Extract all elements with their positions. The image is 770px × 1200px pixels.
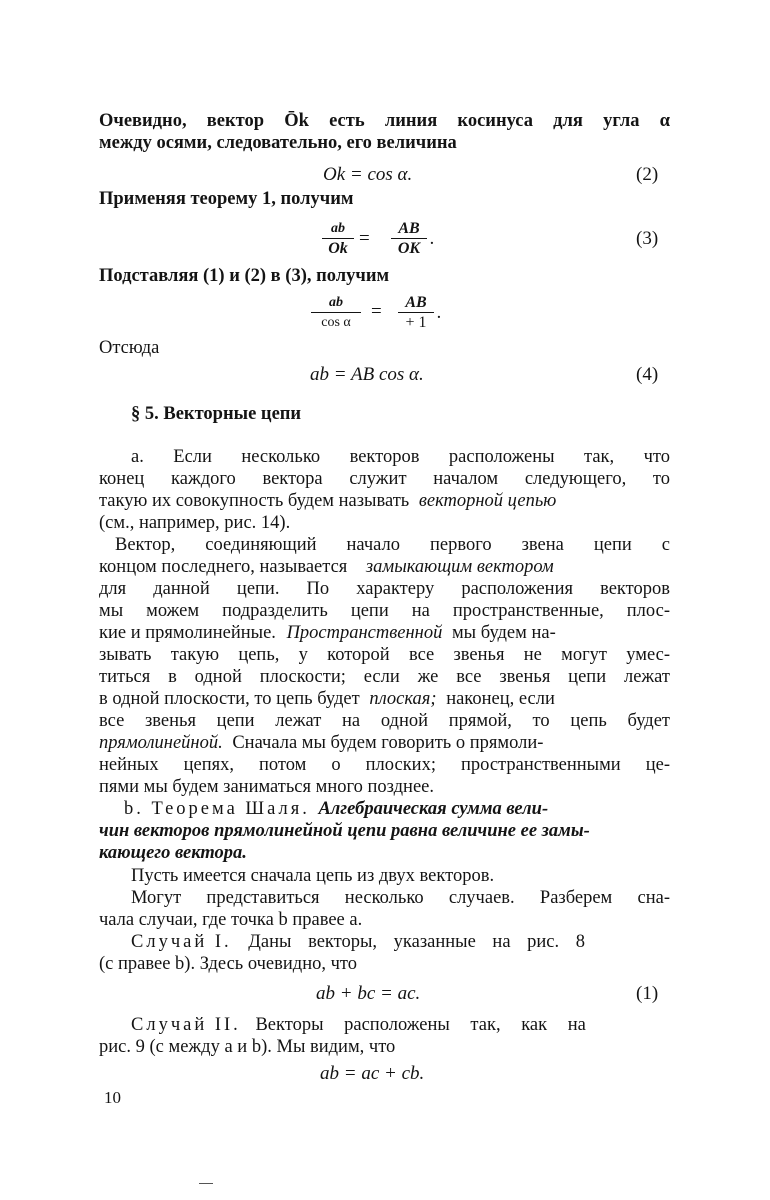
text-span: Векторы расположены так, как на <box>255 1015 586 1035</box>
case-label: Случай I. <box>131 932 232 952</box>
text-line: (см., например, рис. 14). <box>99 513 291 533</box>
emphasis-term: Пространственной <box>286 623 443 643</box>
text-line: Подставляя (1) и (2) в (3), получим <box>99 266 390 286</box>
emphasis-term: прямолинейной. <box>99 733 223 753</box>
equals-sign: = <box>371 301 382 322</box>
emphasis-term: замыкающим вектором <box>365 557 554 577</box>
divider <box>199 1183 213 1184</box>
text-line: а. Если несколько векторов расположены так, что <box>131 447 670 467</box>
equation-2: Ok = cos α. <box>323 164 413 185</box>
case-line <box>131 1014 670 1036</box>
emphasis-term: плоская; <box>369 689 437 709</box>
text-line <box>99 556 670 578</box>
text-line: пями мы будем заниматься много позднее. <box>99 777 434 797</box>
fraction-numerator: AB <box>405 294 427 311</box>
text-span: Даны векторы, указанные на рис. 8 <box>248 932 586 952</box>
text-line: Могут представиться несколько случаев. Разберем сна- <box>131 888 670 908</box>
theorem-text: Алгебраическая сумма вели- <box>318 799 549 819</box>
text-line: Применяя теорему 1, получим <box>99 189 354 209</box>
theorem-line <box>124 798 695 820</box>
fraction-bar <box>398 312 434 313</box>
fraction-bar <box>311 312 361 313</box>
page-number: 10 <box>104 1088 121 1107</box>
theorem-label: b. Теорема Шаля. <box>124 799 310 819</box>
text-line <box>99 732 670 754</box>
text-line: Отсюда <box>99 338 160 358</box>
case-line <box>131 931 670 953</box>
text-line: Очевидно, вектор Ōk есть линия косинуса для угла α <box>99 111 670 131</box>
text-line: (c правее b). Здесь очевидно, что <box>99 954 357 974</box>
text-line: между осями, следовательно, его величина <box>99 133 457 153</box>
fraction-AB-over-OK <box>391 220 427 257</box>
case-label: Случай II. <box>131 1015 241 1035</box>
text-span: Сначала мы будем говорить о прямоли- <box>232 733 544 753</box>
text-line <box>99 688 670 710</box>
text-line: нейных цепях, потом о плоских; пространственными це- <box>99 755 670 775</box>
fraction-ab-over-cos <box>311 294 361 331</box>
equation-number: (3) <box>636 228 659 249</box>
fraction-bar <box>322 238 354 239</box>
equation-last: ab = ac + cb. <box>320 1063 425 1084</box>
equation-period: . <box>437 302 442 323</box>
fraction-denominator: OK <box>397 240 421 257</box>
text-line: для данной цепи. По характеру расположения векторов <box>99 579 670 599</box>
fraction-numerator: ab <box>331 221 345 236</box>
fraction-denominator: Ok <box>328 240 348 257</box>
fraction-bar <box>391 238 427 239</box>
text-span: кие и прямолинейные. <box>99 623 276 643</box>
fraction-ab-over-ok <box>322 220 354 257</box>
text-span: в одной плоскости, то цепь будет <box>99 689 360 709</box>
text-line: чала случаи, где точка b правее a. <box>99 910 363 930</box>
fraction-denominator: cos α <box>321 315 351 330</box>
section-heading: § 5. Векторные цепи <box>131 404 302 424</box>
emphasis-term: векторной цепью <box>418 491 557 511</box>
equation-number: (1) <box>636 983 659 1004</box>
text-line: Вектор, соединяющий начало первого звена цепи с <box>115 535 670 555</box>
text-line: мы можем подразделить цепи на пространственные, плос- <box>99 601 670 621</box>
text-line: титься в одной плоскости; если же все звенья цепи лежат <box>99 667 670 687</box>
equation-1: ab + bc = ac. <box>316 983 421 1004</box>
text-line: все звенья цепи лежат на одной прямой, то цепь будет <box>99 711 670 731</box>
fraction-denominator: + 1 <box>405 314 427 331</box>
equation-number: (4) <box>636 364 659 385</box>
text-span: наконец, если <box>446 689 555 709</box>
text-line <box>99 490 670 512</box>
text-line: конец каждого вектора служит началом следующего, то <box>99 469 670 489</box>
equation-4: ab = AB cos α. <box>310 364 424 385</box>
text-line: зывать такую цепь, у которой все звенья не могут умес- <box>99 645 670 665</box>
text-line: рис. 9 (c между a и b). Мы видим, что <box>99 1037 396 1057</box>
text-line: Пусть имеется сначала цепь из двух векторов. <box>131 866 495 886</box>
text-line <box>99 622 670 644</box>
equation-period: . <box>430 228 435 249</box>
fraction-numerator: ab <box>329 295 343 310</box>
text-span: мы будем на- <box>451 623 556 643</box>
theorem-text: кающего вектора. <box>99 843 247 863</box>
fraction-AB-over-one <box>398 294 434 331</box>
equation-number: (2) <box>636 164 659 185</box>
fraction-numerator: AB <box>398 220 420 237</box>
theorem-text: чин векторов прямолинейной цепи равна величине ее замы- <box>99 821 590 841</box>
text-span: концом последнего, называется <box>99 557 348 577</box>
equals-sign: = <box>359 228 370 249</box>
text-span: такую их совокупность будем называть <box>99 491 410 511</box>
